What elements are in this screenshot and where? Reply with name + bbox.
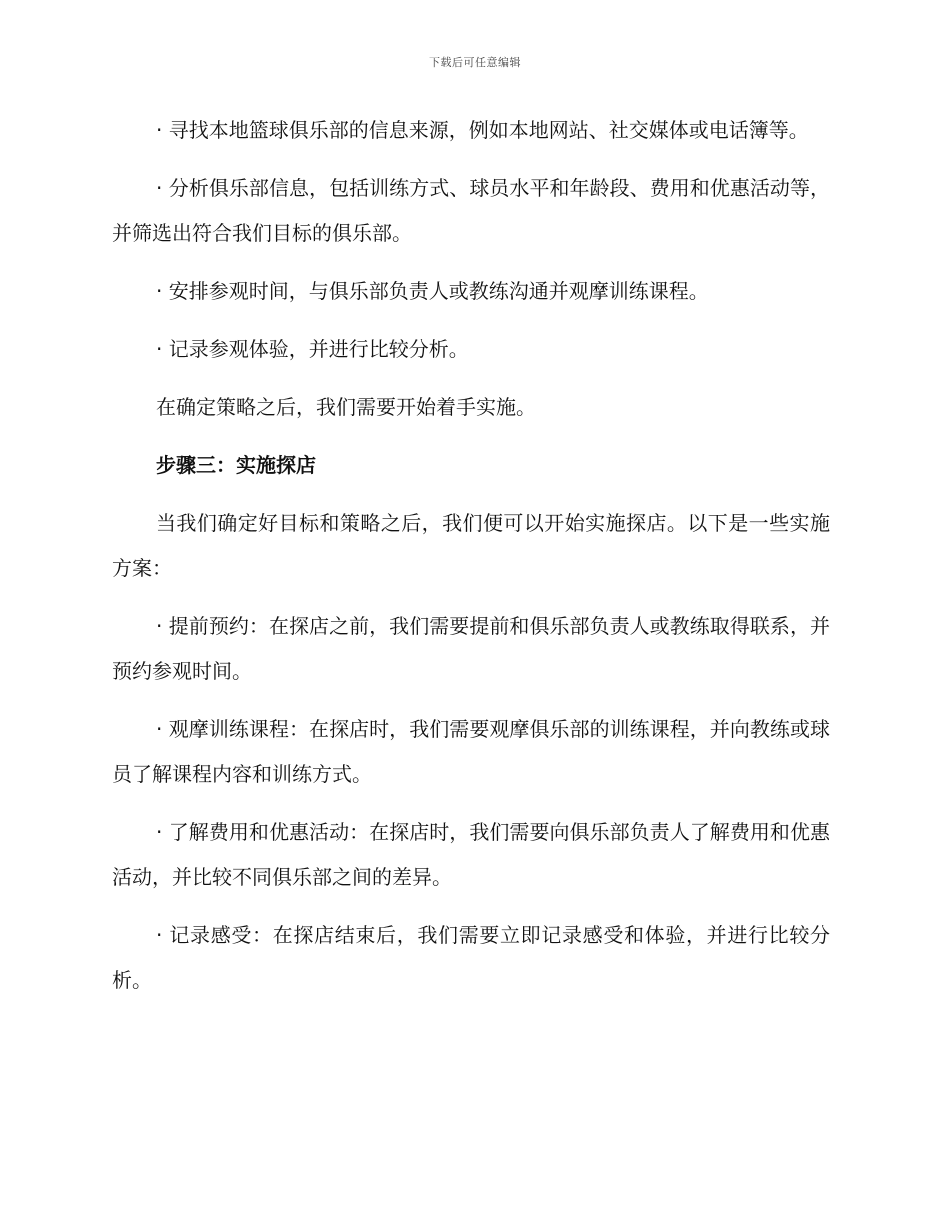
section-heading-step-three: 步骤三：实施探店 xyxy=(156,453,316,477)
bullet-analyze-club-info: · 分析俱乐部信息，包括训练方式、球员水平和年龄段、费用和优惠活动等，并筛选出符合我们目标的俱乐部。 xyxy=(112,176,830,245)
paragraph-after-strategy: 在确定策略之后，我们需要开始着手实施。 xyxy=(156,395,536,419)
document-body xyxy=(112,108,830,1016)
paragraph-implementation-intro: 当我们确定好目标和策略之后，我们便可以开始实施探店。以下是一些实施方案： xyxy=(112,511,830,580)
bullet-find-club-sources: · 寻找本地篮球俱乐部的信息来源，例如本地网站、社交媒体或电话簿等。 xyxy=(156,118,809,142)
page-header: 下载后可任意编辑 xyxy=(429,56,521,69)
bullet-book-ahead: · 提前预约：在探店之前，我们需要提前和俱乐部负责人或教练取得联系，并预约参观时间。 xyxy=(112,614,830,683)
bullet-record-visit: · 记录参观体验，并进行比较分析。 xyxy=(156,337,469,361)
bullet-observe-training: · 观摩训练课程：在探店时，我们需要观摩俱乐部的训练课程，并向教练或球员了解课程内容和训练方式。 xyxy=(112,717,830,786)
bullet-record-feelings: · 记录感受：在探店结束后，我们需要立即记录感受和体验，并进行比较分析。 xyxy=(112,923,830,992)
bullet-learn-fees: · 了解费用和优惠活动：在探店时，我们需要向俱乐部负责人了解费用和优惠活动，并比较不同俱乐部之间的差异。 xyxy=(112,820,830,889)
bullet-schedule-visit: · 安排参观时间，与俱乐部负责人或教练沟通并观摩训练课程。 xyxy=(156,279,709,303)
